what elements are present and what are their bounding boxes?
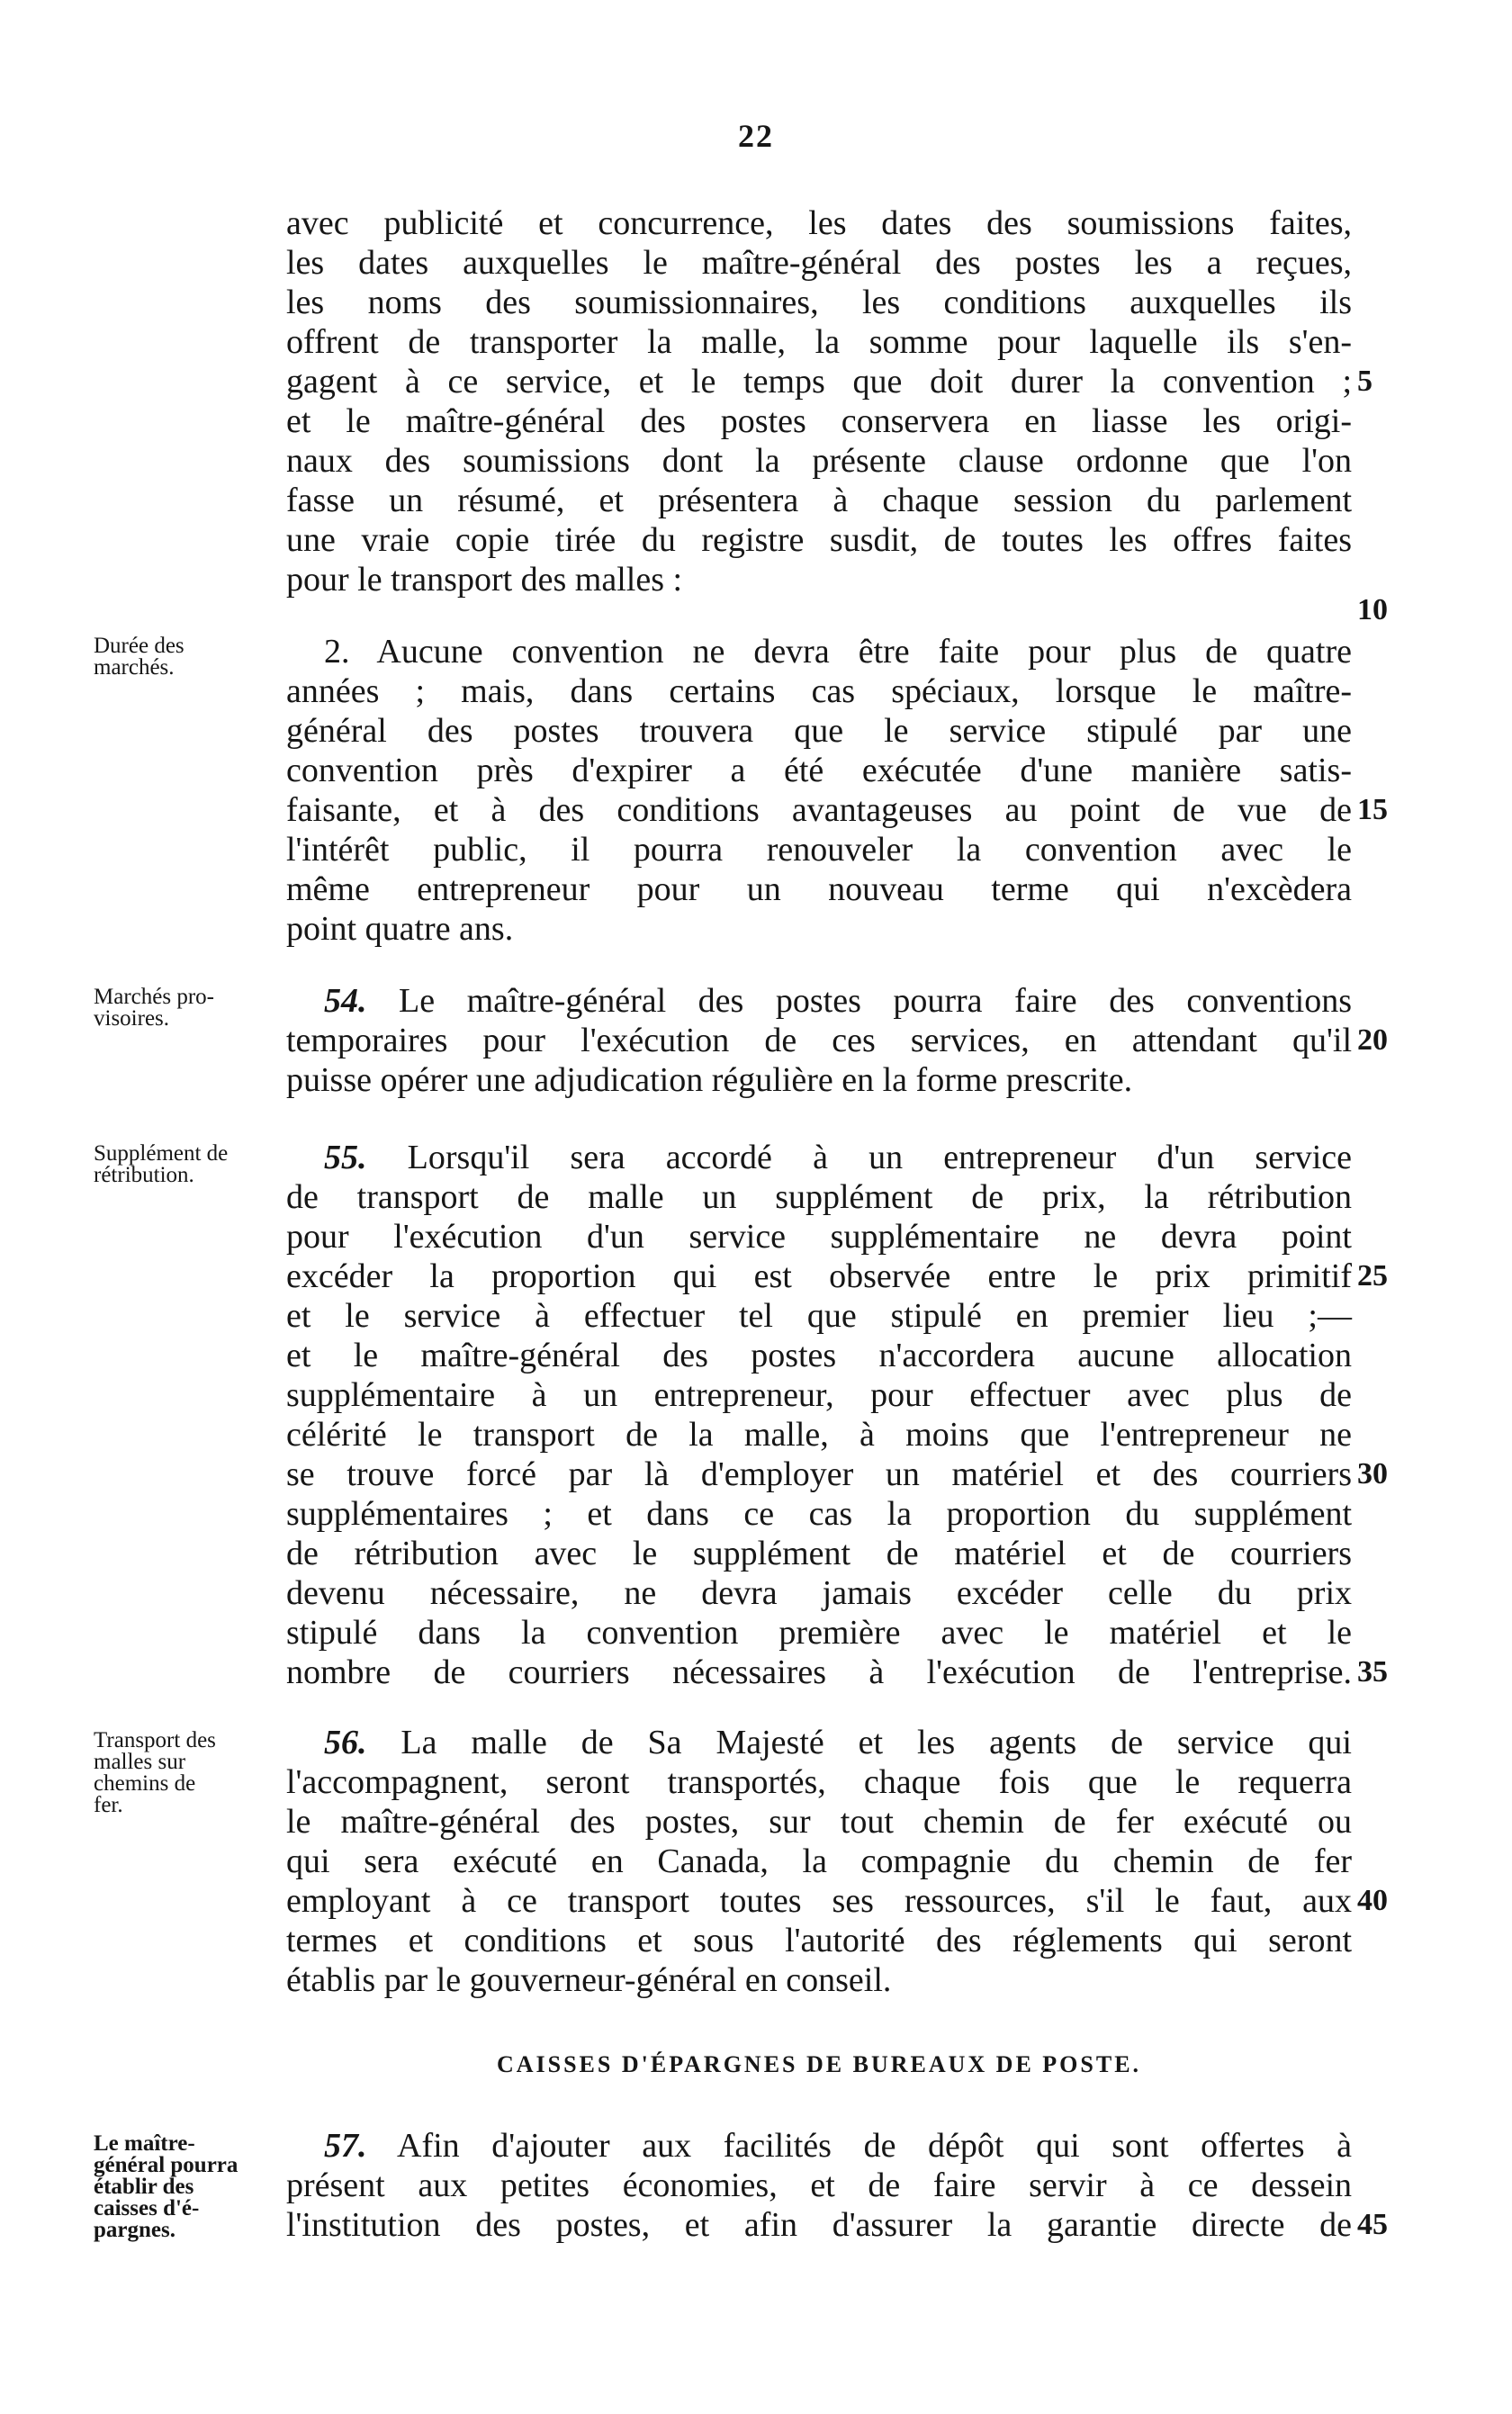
body-line: de rétribution avec le supplément de matériel et de courriers xyxy=(286,1535,1352,1572)
body-line: avec publicité et concurrence, les dates des soumissions faites, xyxy=(286,204,1352,242)
body-line: les noms des soumissionnaires, les conditions auxquelles ils xyxy=(286,284,1352,321)
margin-note-line: Marchés pro- xyxy=(94,985,214,1009)
body-line: convention près d'expirer a été exécutée d'une manière satis- xyxy=(286,752,1352,789)
body-line: devenu nécessaire, ne devra jamais excéder celle du prix xyxy=(286,1574,1352,1612)
margin-note-marches xyxy=(94,986,270,1030)
margin-note-maitre xyxy=(94,2133,270,2241)
body-line: et le service à effectuer tel que stipulé en premier lieu ;— xyxy=(286,1297,1352,1335)
body-line: puisse opérer une adjudication régulière en la forme prescrite. xyxy=(286,1061,1133,1099)
body-line: 2. Aucune convention ne devra être faite pour plus de quatre xyxy=(324,633,1352,671)
body-line: les dates auxquelles le maître-général des postes les a reçues, xyxy=(286,244,1352,282)
body-line-text: La malle de Sa Majesté et les agents de service qui xyxy=(400,1724,1352,1761)
body-line: termes et conditions et sous l'autorité des réglements qui seront xyxy=(286,1922,1352,1959)
section-number-57: 57. xyxy=(324,2127,367,2165)
body-line: et le maître-général des postes conservera en liasse les origi- xyxy=(286,402,1352,440)
line-number: 35 xyxy=(1357,1655,1388,1689)
margin-note-line: rétribution. xyxy=(94,1163,194,1187)
margin-note-duree xyxy=(94,635,270,679)
body-line: supplémentaire à un entrepreneur, pour effectuer avec plus de xyxy=(286,1376,1352,1414)
body-line: naux des soumissions dont la présente clause ordonne que l'on xyxy=(286,442,1352,480)
margin-note-line: visoires. xyxy=(94,1006,170,1031)
margin-note-transport xyxy=(94,1730,270,1816)
body-line: excéder la proportion qui est observée entre le prix primitif xyxy=(286,1257,1352,1295)
body-line-text: Le maître-général des postes pourra faire des conventions xyxy=(399,982,1353,1020)
line-number: 30 xyxy=(1357,1457,1388,1491)
margin-note-line: établir des xyxy=(94,2175,194,2199)
body-line-text: Lorsqu'il sera accordé à un entrepreneur d'un service xyxy=(407,1139,1352,1176)
section-heading: CAISSES D'ÉPARGNES DE BUREAUX DE POSTE. xyxy=(496,2051,1142,2077)
section-number-56: 56. xyxy=(324,1724,367,1761)
line-number: 10 xyxy=(1357,593,1388,626)
body-line: temporaires pour l'exécution de ces services, en attendant qu'il xyxy=(286,1022,1352,1059)
body-line xyxy=(286,2126,1352,2166)
body-line: stipulé dans la convention première avec le matériel et le xyxy=(286,1614,1352,1652)
margin-note-supplement xyxy=(94,1143,270,1186)
body-line: de transport de malle un supplément de prix, la rétribution xyxy=(286,1178,1352,1216)
line-number: 45 xyxy=(1357,2208,1388,2241)
section-number-54: 54. xyxy=(324,982,367,1020)
margin-note-line: chemins de xyxy=(94,1771,196,1796)
body-line: gagent à ce service, et le temps que doit durer la convention ; xyxy=(286,363,1352,401)
margin-note-line: pargnes. xyxy=(94,2218,176,2242)
body-line: une vraie copie tirée du registre susdit, de toutes les offres faites xyxy=(286,521,1352,559)
body-line: pour l'exécution d'un service supplémentaire ne devra point xyxy=(286,1218,1352,1256)
body-line xyxy=(286,981,1352,1021)
body-line: établis par le gouverneur-général en conseil. xyxy=(286,1961,892,1999)
body-line: offrent de transporter la malle, la somme pour laquelle ils s'en- xyxy=(286,323,1352,361)
body-line: employant à ce transport toutes ses ressources, s'il le faut, aux xyxy=(286,1882,1352,1920)
body-line: et le maître-général des postes n'accordera aucune allocation xyxy=(286,1337,1352,1374)
margin-note-line: marchés. xyxy=(94,655,175,680)
margin-note-line: fer. xyxy=(94,1793,123,1817)
body-line: années ; mais, dans certains cas spéciaux, lorsque le maître- xyxy=(286,672,1352,710)
line-number: 5 xyxy=(1357,365,1372,398)
body-line: faisante, et à des conditions avantageuses au point de vue de xyxy=(286,791,1352,829)
body-line: le maître-général des postes, sur tout chemin de fer exécuté ou xyxy=(286,1803,1352,1841)
page-number: 22 xyxy=(738,118,774,154)
line-number: 20 xyxy=(1357,1023,1388,1057)
margin-note-line: Durée des xyxy=(94,634,184,658)
body-line: pour le transport des malles : xyxy=(286,561,683,599)
body-line: se trouve forcé par là d'employer un matériel et des courriers xyxy=(286,1455,1352,1493)
body-line-text: Afin d'ajouter aux facilités de dépôt qui sont offertes à xyxy=(397,2127,1352,2165)
line-number: 40 xyxy=(1357,1884,1388,1917)
margin-note-line: Supplément de xyxy=(94,1141,229,1166)
margin-note-line: Le maître- xyxy=(94,2131,195,2156)
body-line: supplémentaires ; et dans ce cas la proportion du supplément xyxy=(286,1495,1352,1533)
line-number: 25 xyxy=(1357,1259,1388,1293)
margin-note-line: Transport des xyxy=(94,1728,216,1752)
line-number: 15 xyxy=(1357,793,1388,826)
body-line xyxy=(286,1138,1352,1177)
body-line: même entrepreneur pour un nouveau terme qui n'excèdera xyxy=(286,870,1352,908)
body-line: célérité le transport de la malle, à moins que l'entrepreneur ne xyxy=(286,1416,1352,1454)
body-line: l'accompagnent, seront transportés, chaque fois que le requerra xyxy=(286,1763,1352,1801)
body-line: l'institution des postes, et afin d'assurer la garantie directe de xyxy=(286,2206,1352,2244)
body-line: point quatre ans. xyxy=(286,910,514,948)
body-line: présent aux petites économies, et de faire servir à ce dessein xyxy=(286,2166,1352,2204)
body-line: fasse un résumé, et présentera à chaque session du parlement xyxy=(286,482,1352,519)
margin-note-line: caisses d'é- xyxy=(94,2196,200,2220)
margin-note-line: général pourra xyxy=(94,2153,238,2177)
body-line: l'intérêt public, il pourra renouveler la convention avec le xyxy=(286,831,1352,869)
body-line: qui sera exécuté en Canada, la compagnie du chemin de fer xyxy=(286,1842,1352,1880)
body-line: nombre de courriers nécessaires à l'exécution de l'entreprise. xyxy=(286,1653,1352,1691)
body-line: général des postes trouvera que le service stipulé par une xyxy=(286,712,1352,750)
body-line xyxy=(286,1723,1352,1762)
margin-note-line: malles sur xyxy=(94,1750,186,1774)
section-number-55: 55. xyxy=(324,1139,367,1176)
